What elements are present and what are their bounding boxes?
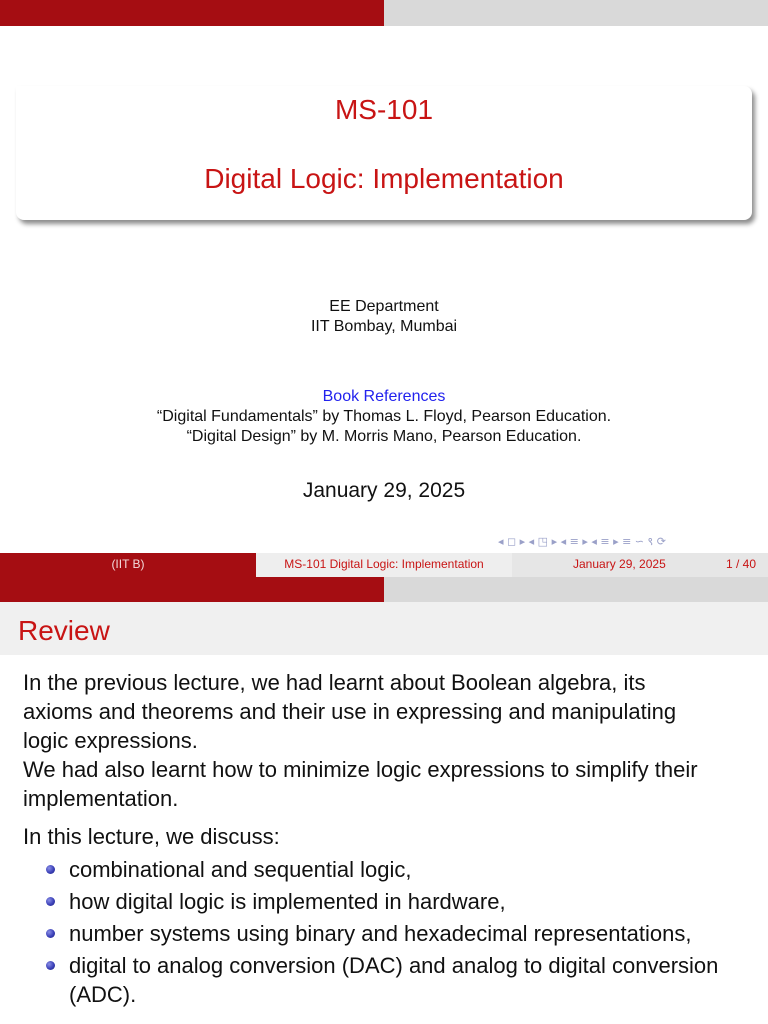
paragraph-line: We had also learnt how to minimize logic expressions to simplify their [23,757,698,782]
list-item [46,855,756,884]
bullet-icon [46,897,55,906]
bullet-icon [46,865,55,874]
review-slide [0,577,768,1024]
list-item-text: combinational and sequential logic, [69,857,412,882]
frame-title-background [0,602,768,655]
header-bar-red [0,0,384,26]
footer-author: (IIT B) [0,553,256,577]
course-code: MS-101 [334,94,434,125]
footer-date: January 29, 2025 [573,557,666,571]
presentation-date: January 29, 2025 [302,479,466,502]
header-bar-gray [384,0,768,26]
bullet-icon [46,961,55,970]
list-item [46,951,756,1009]
reference-floyd: “Digital Fundamentals” by Thomas L. Floyd, Pearson Education. [156,408,612,425]
list-item-text: digital to analog conversion (DAC) and analog to digital conversion (ADC). [69,953,719,1007]
list-item [46,887,756,916]
lecture-intro: In this lecture, we discuss: [23,824,280,849]
paragraph-line: implementation. [23,786,179,811]
header-bar-red [0,577,384,602]
topic-list [46,855,756,1012]
list-item-text: how digital logic is implemented in hardware, [69,889,506,914]
footer-right [512,553,768,577]
presentation-title: Digital Logic: Implementation [204,163,564,194]
reference-mano: “Digital Design” by M. Morris Mano, Pearson Education. [186,428,582,445]
paragraph-line: axioms and theorems and their use in expressing and manipulating [23,699,677,724]
list-item [46,919,756,948]
list-item-text: number systems using binary and hexadecimal representations, [69,921,692,946]
beamer-navigation-icons[interactable]: ◂ ◻ ▸ ◂ ◳ ▸ ◂ ≡ ▸ ◂ ≡ ▸ ≡ ∽ ९ ⟳ [498,535,666,548]
institute: IIT Bombay, Mumbai [310,318,458,335]
frame-title: Review [18,615,110,646]
paragraph-line: In the previous lecture, we had learnt about Boolean algebra, its [23,670,646,695]
footer-page-number: 1 / 40 [725,557,756,571]
book-references-heading: Book References [322,388,446,405]
department: EE Department [329,298,439,315]
paragraph-line: logic expressions. [23,728,198,753]
bullet-icon [46,929,55,938]
header-bar-gray [384,577,768,602]
footer-title: MS-101 Digital Logic: Implementation [256,553,512,577]
